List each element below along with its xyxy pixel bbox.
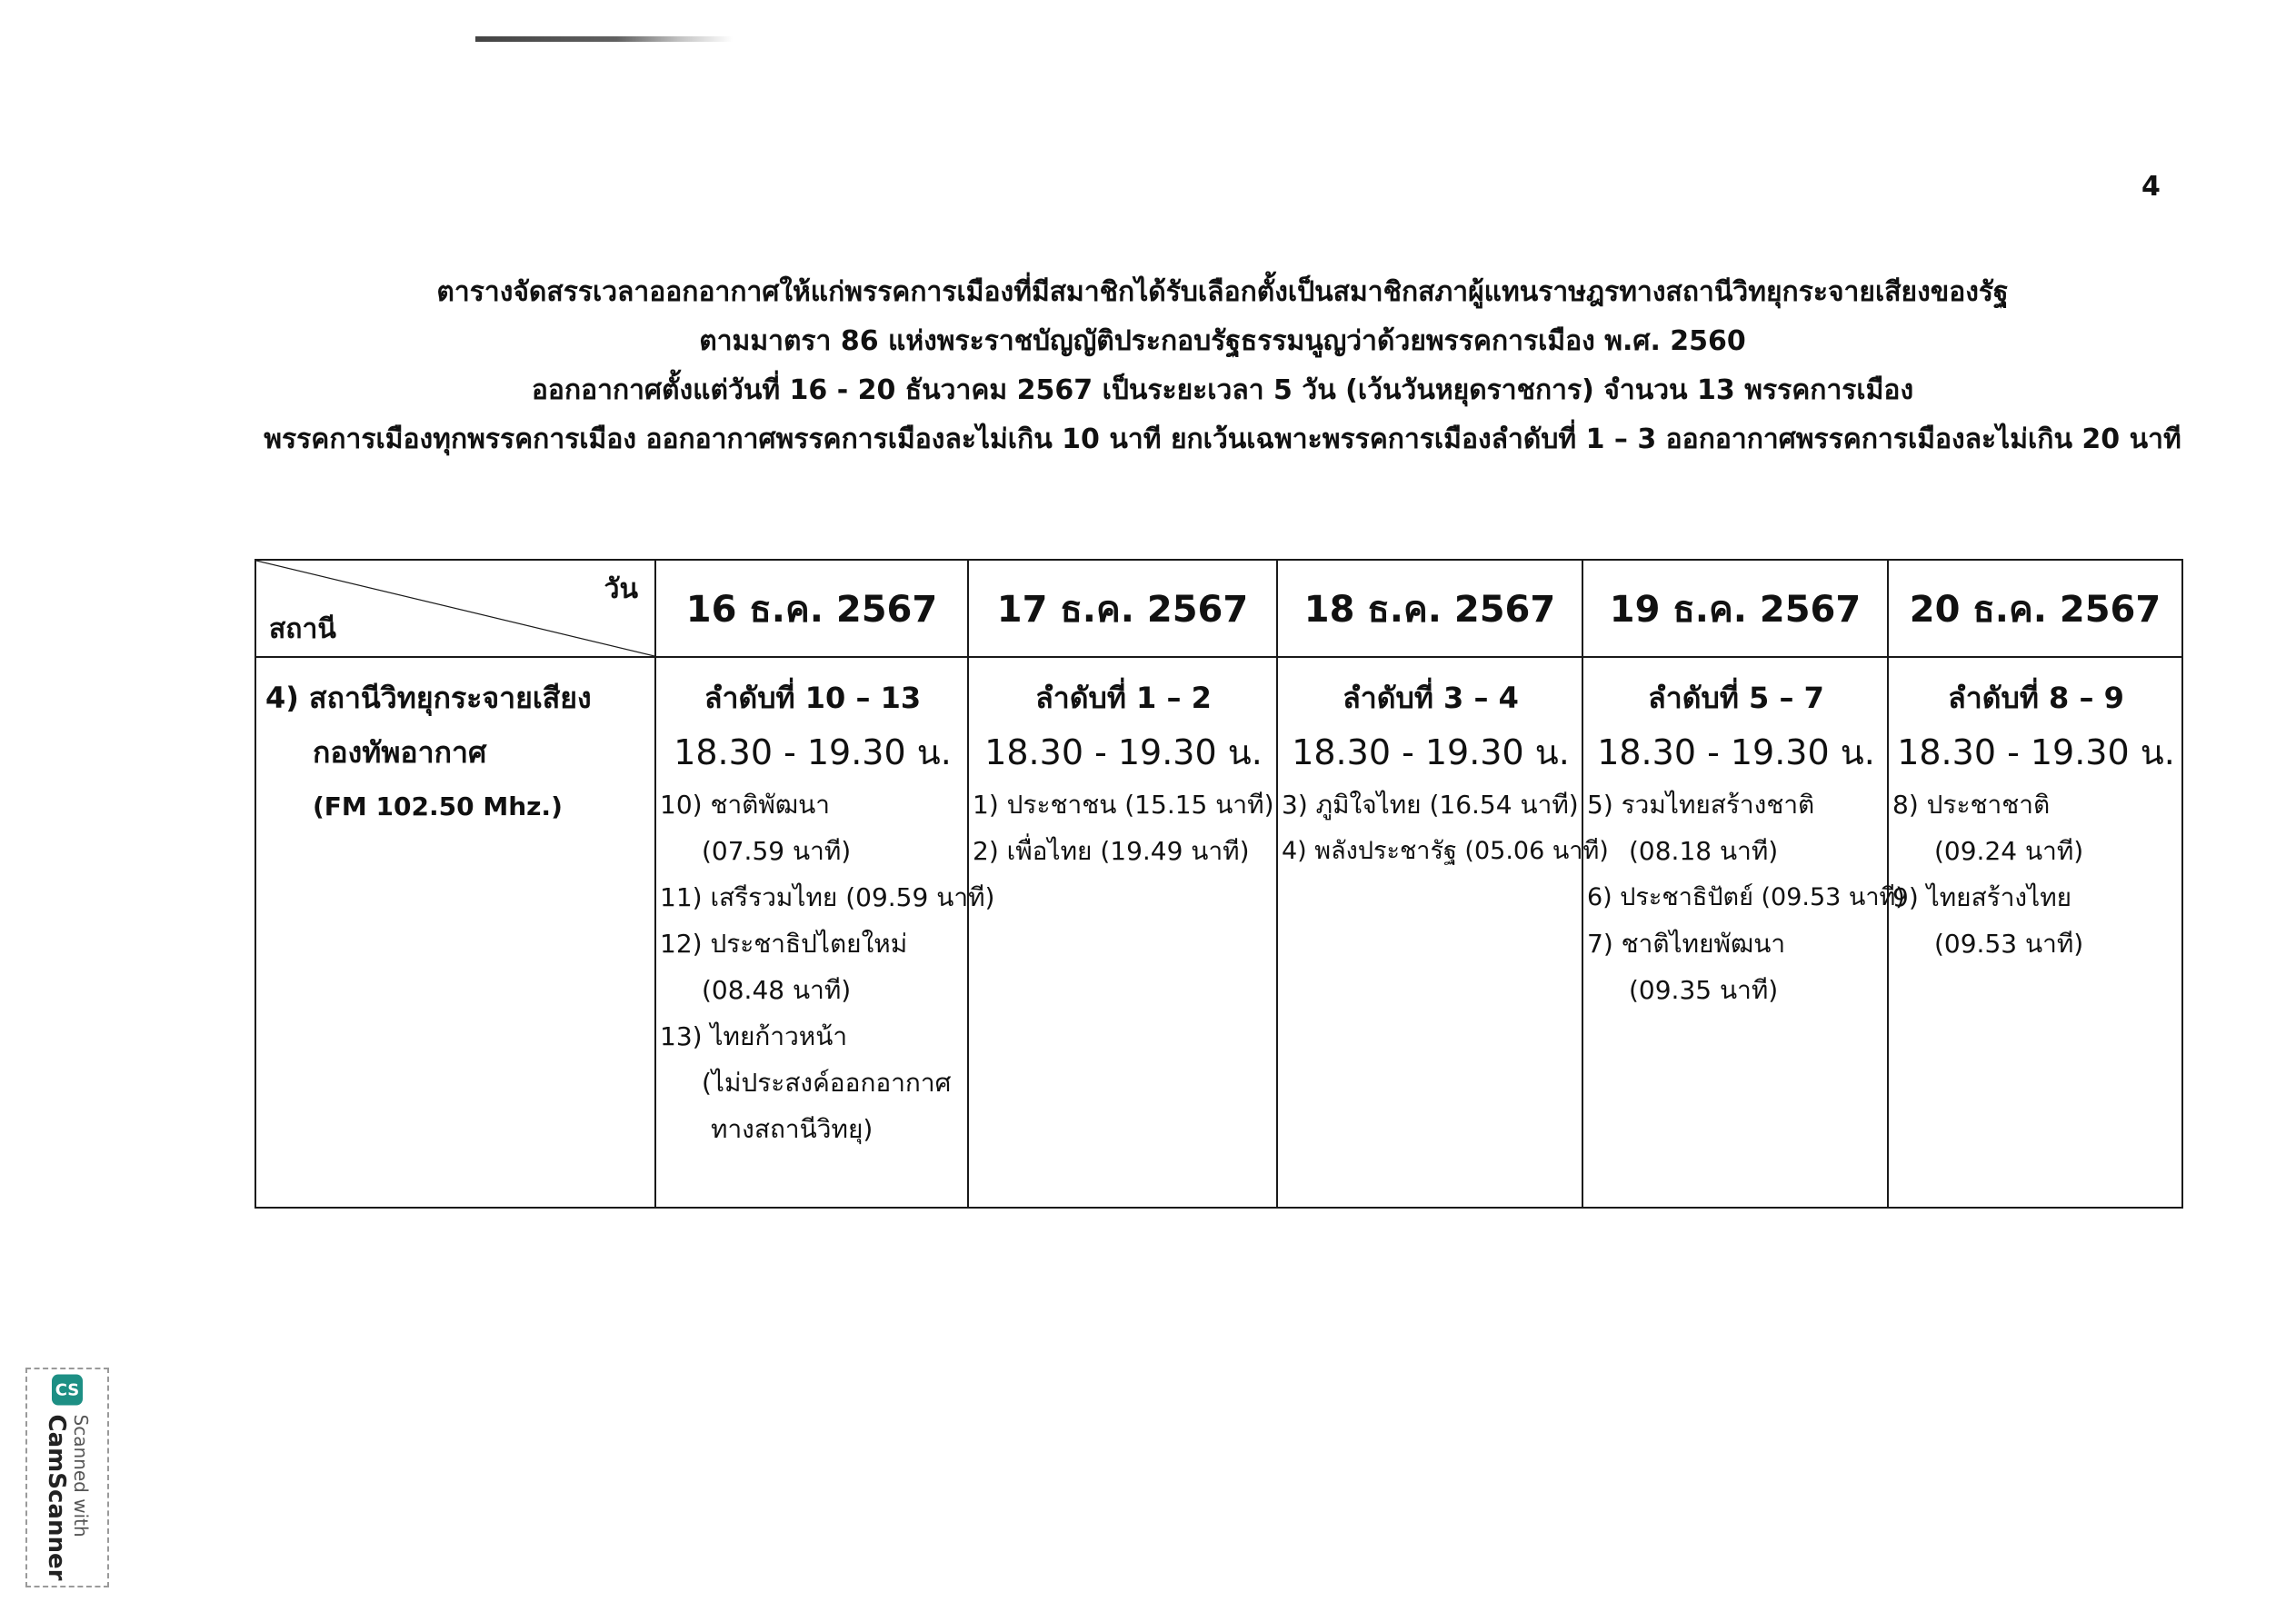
- station-cell: [255, 657, 655, 1208]
- station-frequency: (FM 102.50 Mhz.): [313, 791, 563, 821]
- party-entry: 8) ประชาชาติ: [1892, 790, 2051, 820]
- camscanner-brand: CamScanner: [43, 1414, 70, 1581]
- camscanner-text: [45, 1415, 90, 1581]
- corner-header-cell: [255, 560, 655, 657]
- party-entry: 9) ไทยสร้างไทย: [1892, 882, 2072, 912]
- date-header: 20 ธ.ค. 2567: [1888, 560, 2182, 657]
- day-cell-17: [968, 657, 1277, 1208]
- party-entry: 4) พลังประชารัฐ (05.06 นาที): [1282, 837, 1609, 865]
- party-note: (ไม่ประสงค์ออกอากาศ: [702, 1068, 952, 1098]
- corner-station-label: สถานี: [269, 613, 336, 645]
- day-cell-19: [1582, 657, 1905, 1208]
- heading-line-4: พรรคการเมืองทุกพรรคการเมือง ออกอากาศพรรคการเมืองละไม่เกิน 10 นาที ยกเว้นเฉพาะพรรคการเมืองลำดับที่ 1 – 3 ออกอากาศพรรคการเมืองละไม่เกิน 20 นาที: [264, 423, 2181, 455]
- broadcast-schedule-table: [255, 559, 2183, 1209]
- party-entry: 11) เสรีรวมไทย (09.59 นาที): [660, 882, 995, 912]
- party-order-range: ลำดับที่ 5 – 7: [1648, 681, 1824, 715]
- party-duration: (09.35 นาที): [1629, 975, 1779, 1005]
- broadcast-time: 18.30 - 19.30 น.: [674, 732, 952, 772]
- page-number: 4: [2141, 171, 2161, 203]
- corner-day-label: วัน: [604, 573, 638, 605]
- party-entry: 10) ชาติพัฒนา: [660, 790, 830, 820]
- party-note: ทางสถานีวิทยุ): [711, 1114, 873, 1144]
- camscanner-content: [45, 1375, 90, 1581]
- party-duration: (09.24 นาที): [1934, 836, 2084, 866]
- party-entry: 12) ประชาธิปไตยใหม่: [660, 929, 908, 959]
- day-cell-16: [655, 657, 995, 1208]
- date-header: 16 ธ.ค. 2567: [655, 560, 968, 657]
- party-entry: 2) เพื่อไทย (19.49 นาที): [973, 836, 1250, 866]
- party-duration: (08.48 นาที): [702, 975, 852, 1005]
- party-order-range: ลำดับที่ 3 – 4: [1343, 681, 1519, 715]
- party-order-range: ลำดับที่ 1 – 2: [1035, 681, 1212, 715]
- date-header: 19 ธ.ค. 2567: [1582, 560, 1888, 657]
- party-order-range: ลำดับที่ 10 – 13: [704, 681, 922, 715]
- camscanner-watermark: [25, 1368, 109, 1587]
- document-heading: [182, 268, 2263, 464]
- table-row: [255, 657, 2182, 1208]
- heading-line-3: ออกอากาศตั้งแต่วันที่ 16 - 20 ธันวาคม 2567 เป็นระยะเวลา 5 วัน (เว้นวันหยุดราชการ) จำนวน 13 พรรคการเมือง: [531, 374, 1914, 406]
- scan-artifact-mark: [475, 36, 733, 42]
- station-name: 4) สถานีวิทยุกระจายเสียง: [265, 681, 592, 715]
- heading-line-2: ตามมาตรา 86 แห่งพระราชบัญญัติประกอบรัฐธรรมนูญว่าด้วยพรรคการเมือง พ.ศ. 2560: [699, 325, 1746, 357]
- date-header: 17 ธ.ค. 2567: [968, 560, 1277, 657]
- party-duration: (08.18 นาที): [1629, 836, 1779, 866]
- station-name-cont: กองทัพอากาศ: [313, 735, 487, 770]
- party-duration: (09.53 นาที): [1934, 929, 2084, 959]
- table-header-row: [255, 560, 2182, 657]
- party-entry: 7) ชาติไทยพัฒนา: [1587, 929, 1786, 959]
- party-duration: (07.59 นาที): [702, 836, 852, 866]
- heading-line-1: ตารางจัดสรรเวลาออกอากาศให้แก่พรรคการเมืองที่มีสมาชิกได้รับเลือกตั้งเป็นสมาชิกสภาผู้แทนราษฎรทางสถานีวิทยุกระจายเสียงของรัฐ: [436, 276, 2009, 308]
- party-entry: 6) ประชาธิปัตย์ (09.53 นาที): [1587, 883, 1905, 911]
- broadcast-time: 18.30 - 19.30 น.: [1292, 732, 1570, 772]
- day-cell-18: [1277, 657, 1609, 1208]
- party-order-range: ลำดับที่ 8 – 9: [1948, 681, 2124, 715]
- party-entry: 13) ไทยก้าวหน้า: [660, 1021, 848, 1051]
- day-cell-20: [1888, 657, 2182, 1208]
- date-header: 18 ธ.ค. 2567: [1277, 560, 1582, 657]
- broadcast-time: 18.30 - 19.30 น.: [984, 732, 1263, 772]
- broadcast-time: 18.30 - 19.30 น.: [1597, 732, 1875, 772]
- party-entry: 1) ประชาชน (15.15 นาที): [973, 790, 1274, 820]
- party-entry: 5) รวมไทยสร้างชาติ: [1587, 790, 1815, 820]
- party-entry: 3) ภูมิใจไทย (16.54 นาที): [1282, 790, 1579, 820]
- scanned-with-label: Scanned with: [70, 1414, 92, 1537]
- camscanner-logo-icon: CS: [52, 1375, 83, 1406]
- broadcast-time: 18.30 - 19.30 น.: [1897, 732, 2175, 772]
